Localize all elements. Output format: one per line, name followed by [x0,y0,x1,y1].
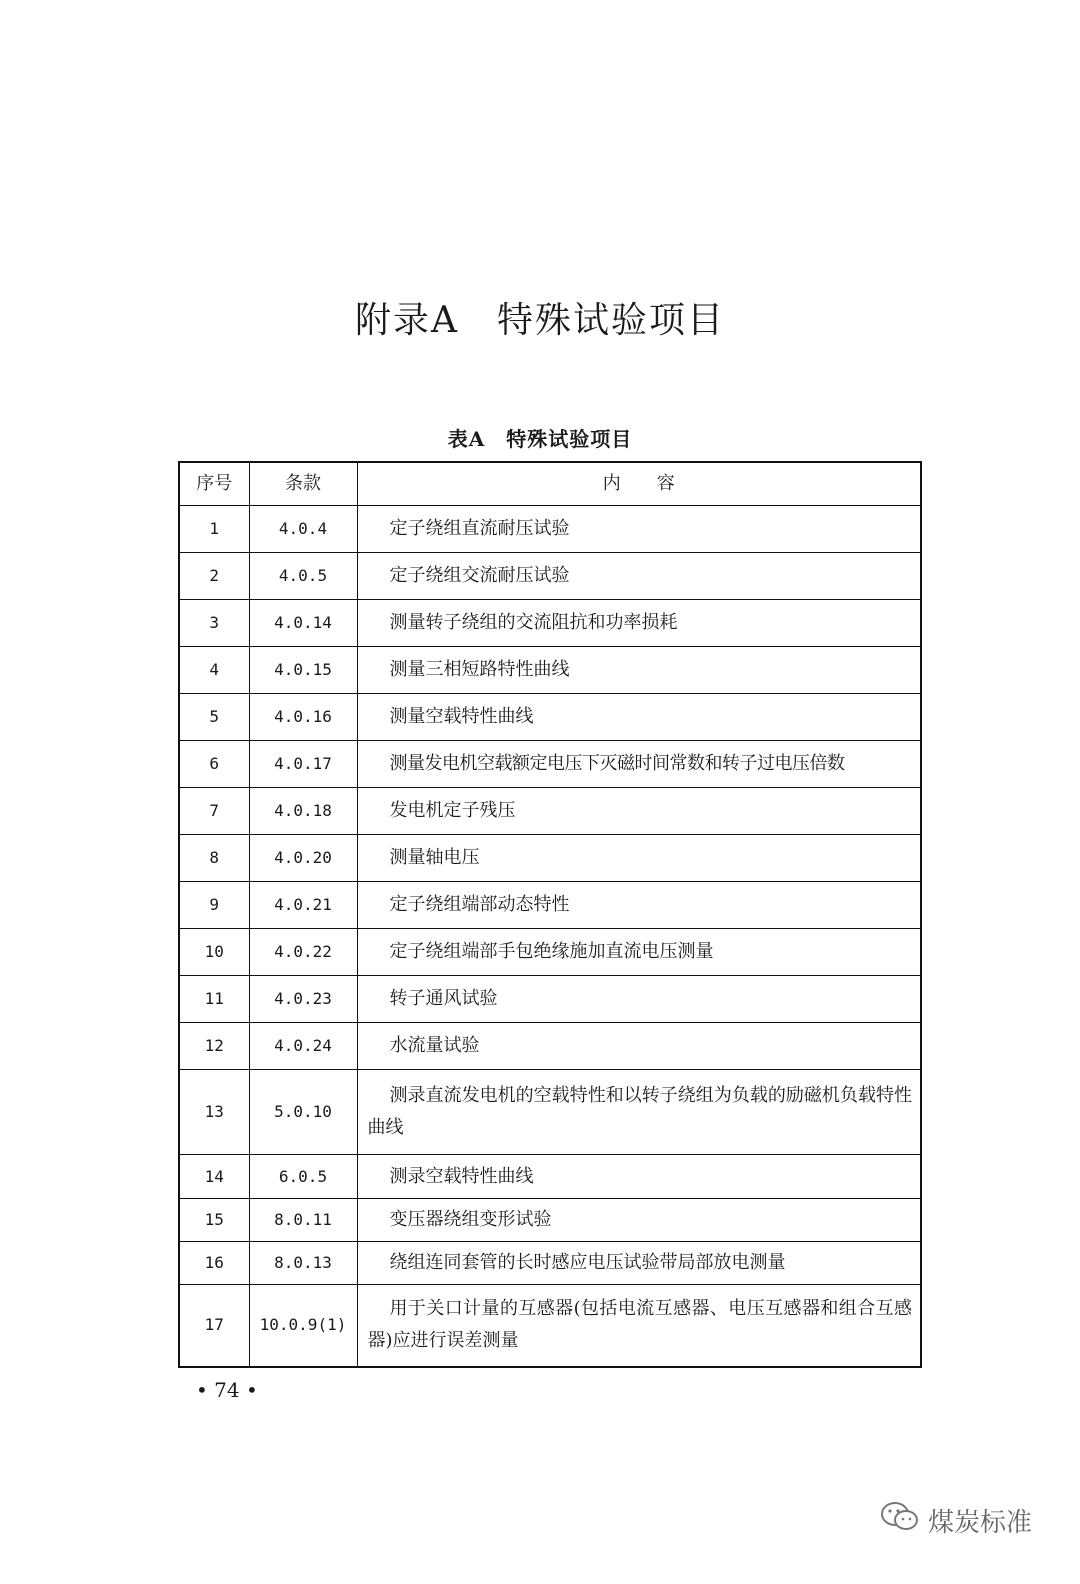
row-no: 8 [179,835,249,882]
table-row [179,553,921,600]
table-row [179,1023,921,1070]
row-clause: 4.0.21 [249,882,357,929]
row-clause: 4.0.15 [249,647,357,694]
row-content: 水流量试验 [357,1023,921,1070]
row-clause: 4.0.16 [249,694,357,741]
header-clause: 条款 [249,462,357,506]
watermark [880,1500,1032,1541]
row-content: 测量空载特性曲线 [357,694,921,741]
row-clause: 4.0.18 [249,788,357,835]
row-content: 测量轴电压 [357,835,921,882]
row-clause: 4.0.5 [249,553,357,600]
row-no: 16 [179,1242,249,1285]
row-content: 变压器绕组变形试验 [357,1199,921,1242]
row-content: 测量发电机空载额定电压下灭磁时间常数和转子过电压倍数 [357,741,921,788]
row-clause: 5.0.10 [249,1070,357,1155]
row-no: 15 [179,1199,249,1242]
row-no: 6 [179,741,249,788]
row-clause: 10.0.9(1) [249,1285,357,1367]
header-content: 内 容 [357,462,921,506]
row-content: 定子绕组端部手包绝缘施加直流电压测量 [357,929,921,976]
row-content: 测录直流发电机的空载特性和以转子绕组为负载的励磁机负载特性曲线 [357,1070,921,1155]
table-row [179,600,921,647]
row-content: 定子绕组端部动态特性 [357,882,921,929]
row-clause: 4.0.23 [249,976,357,1023]
watermark-text: 煤炭标准 [928,1508,1033,1538]
row-clause: 4.0.17 [249,741,357,788]
row-content: 发电机定子残压 [357,788,921,835]
header-no: 序号 [179,462,249,506]
table-row [179,647,921,694]
row-clause: 4.0.24 [249,1023,357,1070]
row-clause: 4.0.14 [249,600,357,647]
row-no: 4 [179,647,249,694]
special-test-items-table [178,461,922,1368]
table-row [179,976,921,1023]
row-no: 13 [179,1070,249,1155]
row-no: 17 [179,1285,249,1367]
row-clause: 4.0.20 [249,835,357,882]
table-caption: 表A 特殊试验项目 [447,427,633,451]
row-no: 10 [179,929,249,976]
row-content: 转子通风试验 [357,976,921,1023]
row-clause: 4.0.22 [249,929,357,976]
table-header-row [179,462,921,506]
row-no: 2 [179,553,249,600]
row-content: 测量三相短路特性曲线 [357,647,921,694]
row-content: 测录空载特性曲线 [357,1155,921,1199]
wechat-icon [880,1500,920,1541]
row-clause: 8.0.11 [249,1199,357,1242]
row-clause: 6.0.5 [249,1155,357,1199]
row-content: 测量转子绕组的交流阻抗和功率损耗 [357,600,921,647]
page-number: • 74 • [196,1378,258,1402]
row-no: 7 [179,788,249,835]
row-no: 3 [179,600,249,647]
table-row [179,835,921,882]
row-content: 用于关口计量的互感器(包括电流互感器、电压互感器和组合互感器)应进行误差测量 [357,1285,921,1367]
row-clause: 4.0.4 [249,506,357,553]
row-no: 1 [179,506,249,553]
row-content: 定子绕组交流耐压试验 [357,553,921,600]
row-no: 14 [179,1155,249,1199]
table-row [179,1199,921,1242]
table-row [179,1285,921,1367]
table-row [179,506,921,553]
row-no: 9 [179,882,249,929]
row-content: 定子绕组直流耐压试验 [357,506,921,553]
table-row [179,788,921,835]
row-clause: 8.0.13 [249,1242,357,1285]
table-row [179,741,921,788]
row-no: 11 [179,976,249,1023]
row-no: 12 [179,1023,249,1070]
row-content: 绕组连同套管的长时感应电压试验带局部放电测量 [357,1242,921,1285]
table-row [179,1155,921,1199]
table-row [179,694,921,741]
table-row [179,882,921,929]
table-row [179,1070,921,1155]
appendix-title: 附录A 特殊试验项目 [355,300,725,341]
table-row [179,929,921,976]
table-row [179,1242,921,1285]
row-no: 5 [179,694,249,741]
